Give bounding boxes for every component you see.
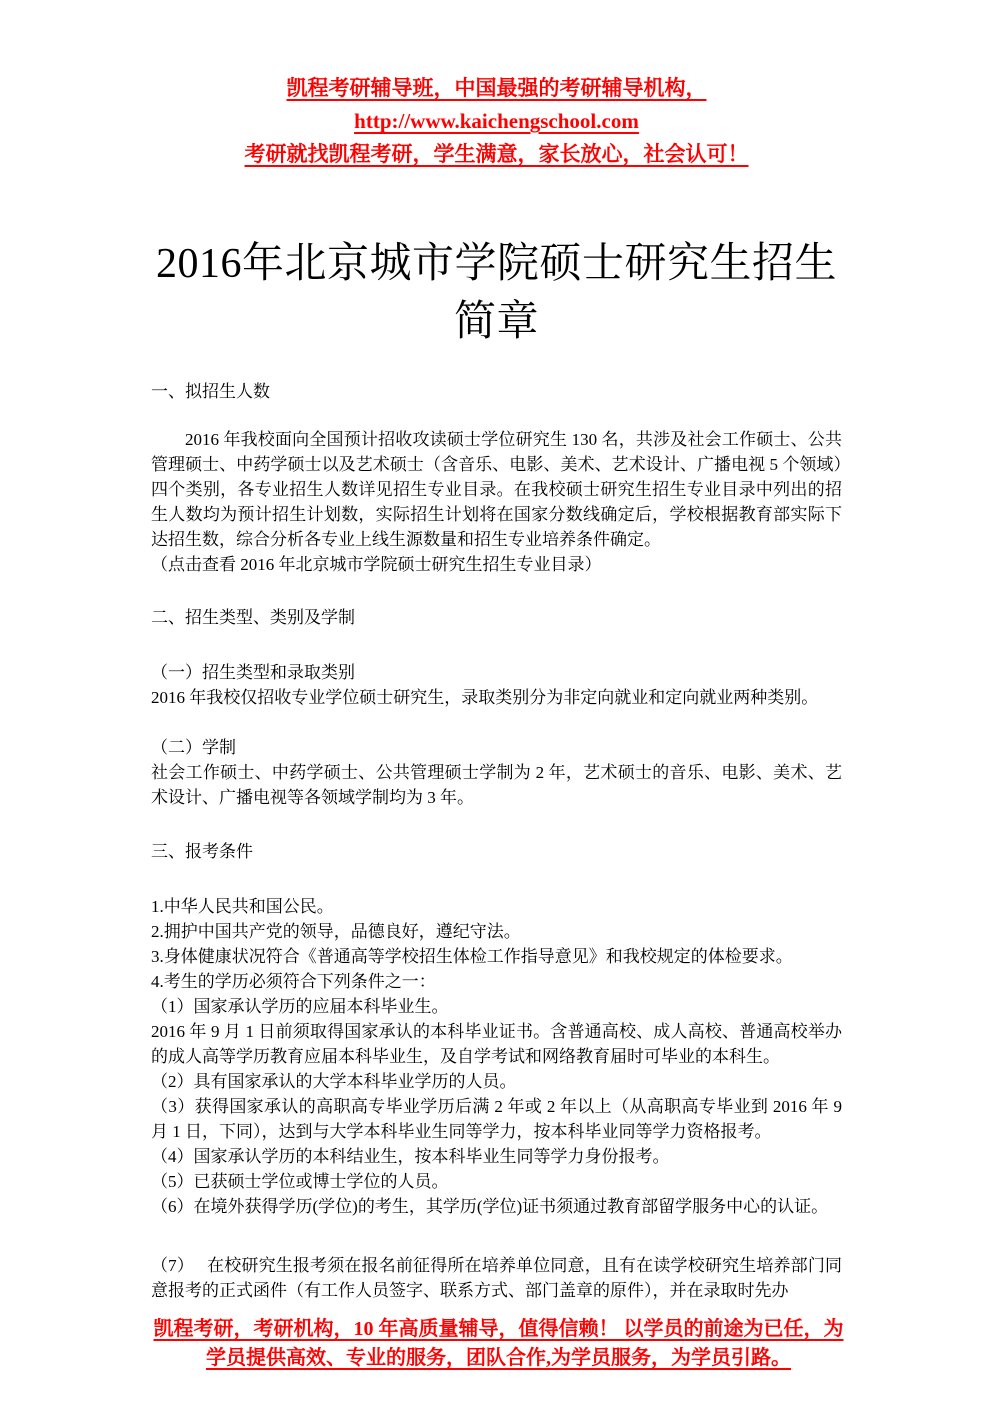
section2-sub2-heading: （二）学制 bbox=[151, 738, 236, 758]
section1-heading: 一、拟招生人数 bbox=[151, 382, 270, 402]
section3-heading: 三、报考条件 bbox=[151, 842, 253, 862]
promo-header-line1-text: 凯程考研辅导班，中国最强的考研辅导机构， bbox=[286, 76, 707, 100]
promo-header-line1 bbox=[151, 72, 842, 138]
promo-header-url-link[interactable]: http://www.kaichengschool.com bbox=[354, 109, 639, 133]
condition-item-3: 3.身体健康状况符合《普通高等学校招生体检工作指导意见》和我校规定的体检要求。 bbox=[151, 947, 793, 967]
section2-heading: 二、招生类型、类别及学制 bbox=[151, 608, 355, 628]
promo-header bbox=[151, 72, 842, 171]
condition-item-4-2: （2）具有国家承认的大学本科毕业学历的人员。 bbox=[151, 1072, 517, 1092]
page-title: 2016年北京城市学院硕士研究生招生简章 bbox=[155, 241, 837, 345]
condition-item-4: 4.考生的学历必须符合下列条件之一： bbox=[151, 972, 436, 992]
condition-item-4-7: （7） 在校研究生报考须在报名前征得所在培养单位同意，且有在读学校研究生培养部门同意报考的正式函件（有工作人员签字、联系方式、部门盖章的原件），并在录取时先办 bbox=[151, 1256, 842, 1301]
condition-item-4-6: （6）在境外获得学历(学位)的考生，其学历(学位)证书须通过教育部留学服务中心的认证。 bbox=[151, 1197, 829, 1217]
promo-footer: 凯程考研，考研机构，10 年高质量辅导，值得信赖！ 以学员的前途为已任，为学员提供高效、专业的服务，团队合作,为学员服务，为学员引路。 bbox=[153, 1318, 844, 1370]
condition-item-4-1-note: 2016 年 9 月 1 日前须取得国家承认的本科毕业证书。含普通高校、成人高校、普通高校举办的成人高等学历教育应届本科毕业生，及自学考试和网络教育届时可毕业的本科生。 bbox=[151, 1022, 842, 1067]
condition-item-1: 1.中华人民共和国公民。 bbox=[151, 897, 334, 917]
condition-item-4-3: （3）获得国家承认的高职高专毕业学历后满 2 年或 2 年以上（从高职高专毕业到 2016 年 9 月 1 日，下同），达到与大学本科毕业生同等学力，按本科毕业同等学力资格报考。 bbox=[151, 1097, 842, 1142]
section2-sub1-text: 2016 年我校仅招收专业学位硕士研究生，录取类别分为非定向就业和定向就业两种类别。 bbox=[151, 688, 819, 708]
condition-item-4-1: （1）国家承认学历的应届本科毕业生。 bbox=[151, 997, 449, 1017]
promo-header-line2: 考研就找凯程考研，学生满意，家长放心，社会认可！ bbox=[244, 142, 749, 166]
catalog-link-line[interactable]: （点击查看 2016 年北京城市学院硕士研究生招生专业目录） bbox=[151, 555, 602, 575]
conditions-list bbox=[151, 894, 842, 1219]
section2-sub2-text: 社会工作硕士、中药学硕士、公共管理硕士学制为 2 年，艺术硕士的音乐、电影、美术、艺术设计、广播电视等各领域学制均为 3 年。 bbox=[151, 763, 842, 808]
condition-item-2: 2.拥护中国共产党的领导，品德良好，遵纪守法。 bbox=[151, 922, 521, 942]
section2-sub1-heading: （一）招生类型和录取类别 bbox=[151, 663, 355, 683]
condition-item-4-5: （5）已获硕士学位或博士学位的人员。 bbox=[151, 1172, 449, 1192]
condition-item-4-4: （4）国家承认学历的本科结业生，按本科毕业生同等学力身份报考。 bbox=[151, 1147, 670, 1167]
section1-paragraph: 2016 年我校面向全国预计招收攻读硕士学位研究生 130 名，共涉及社会工作硕士、公共管理硕士、中药学硕士以及艺术硕士（含音乐、电影、美术、艺术设计、广播电视 5 个领域）四个类别，各专业招生人数详见招生专业目录。在我校硕士研究生招生专业目录中列出的招生人数均为预计招生计划数，实际招生计划将在国家分数线确定后，学校根据教育部实际下达招生数，综合分析各专业上线生源数量和招生专业培养条件确定。 bbox=[151, 430, 842, 550]
